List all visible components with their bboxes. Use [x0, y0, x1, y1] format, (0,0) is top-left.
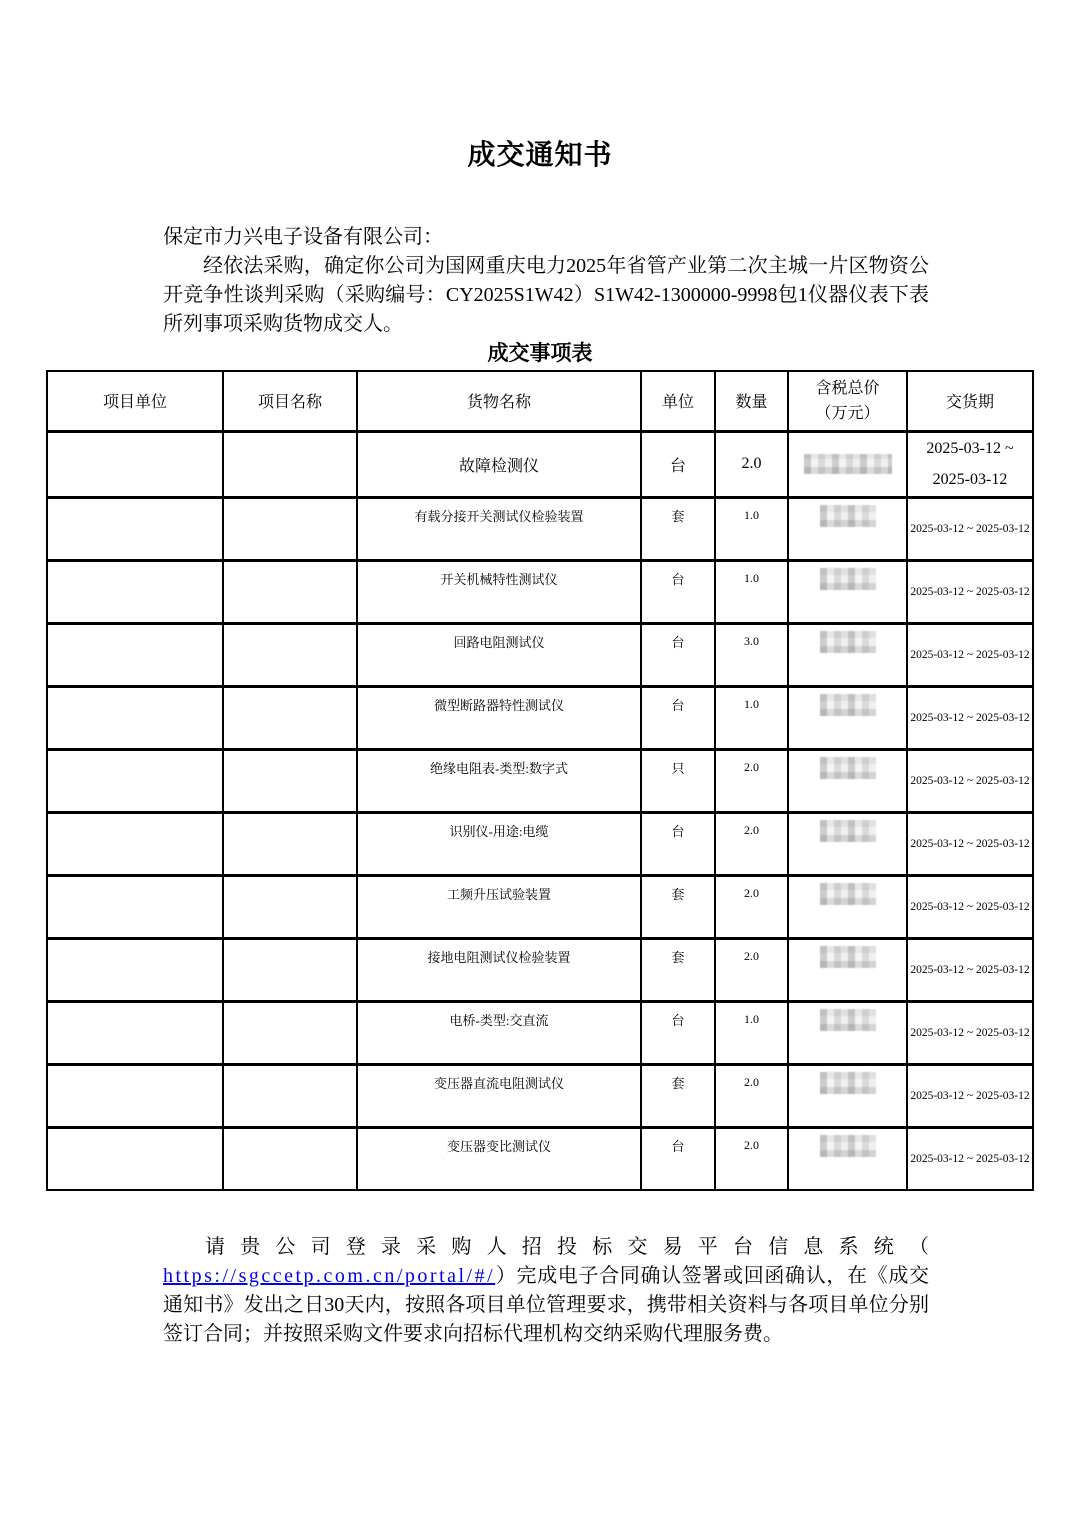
unit-cell: 套	[641, 497, 715, 560]
project-unit-cell	[47, 431, 223, 497]
unit-cell: 套	[641, 875, 715, 938]
quantity-cell: 1.0	[715, 686, 788, 749]
project-name-cell	[223, 686, 357, 749]
footer-rest	[163, 1262, 929, 1349]
project-unit-cell	[47, 938, 223, 1001]
price-cell	[788, 1127, 907, 1190]
quantity-cell: 1.0	[715, 560, 788, 623]
table-row	[47, 431, 1033, 497]
delivery-period-cell: 2025-03-12 ~ 2025-03-12	[907, 431, 1033, 497]
price-cell	[788, 431, 907, 497]
price-cell	[788, 1001, 907, 1064]
project-name-cell	[223, 938, 357, 1001]
delivery-period-cell: 2025-03-12 ~ 2025-03-12	[907, 686, 1033, 749]
project-name-cell	[223, 1127, 357, 1190]
project-name-cell	[223, 812, 357, 875]
quantity-cell: 2.0	[715, 875, 788, 938]
goods-name-cell: 绝缘电阻表-类型:数字式	[357, 749, 641, 812]
recipient-line: 保定市力兴电子设备有限公司：	[163, 226, 443, 248]
price-cell	[788, 497, 907, 560]
goods-name-cell: 开关机械特性测试仪	[357, 560, 641, 623]
quantity-cell: 3.0	[715, 623, 788, 686]
footer-after-link: ）完成电子合同确认签署或回函确认，在《成交通知书》发出之日30天内，按照各项目单位管理要求，携带相关资料与各项目单位分别签订合同；并按照采购文件要求向招标代理机构交纳采购代理服务费。	[163, 1265, 929, 1345]
portal-link[interactable]: https://sgccetp.com.cn/portal/#/	[163, 1265, 496, 1287]
unit-cell: 只	[641, 749, 715, 812]
price-header-text: 含税总价	[815, 379, 880, 397]
table-title: 成交事项表	[487, 341, 593, 365]
quantity-cell: 1.0	[715, 1001, 788, 1064]
goods-name-cell: 故障检测仪	[357, 431, 641, 497]
unit-cell: 套	[641, 938, 715, 1001]
table-row	[47, 749, 1033, 812]
col-header-total-price	[788, 371, 907, 431]
goods-name-cell: 工频升压试验装置	[357, 875, 641, 938]
delivery-period-cell: 2025-03-12 ~ 2025-03-12	[907, 749, 1033, 812]
footer-line1: 请贵公司登录采购人招投标交易平台信息系统（	[205, 1236, 929, 1258]
project-unit-cell	[47, 560, 223, 623]
redacted-price-block	[820, 820, 876, 842]
project-unit-cell	[47, 749, 223, 812]
table-row	[47, 1001, 1033, 1064]
delivery-period-cell: 2025-03-12 ~ 2025-03-12	[907, 623, 1033, 686]
table-row	[47, 497, 1033, 560]
quantity-cell: 2.0	[715, 938, 788, 1001]
price-cell	[788, 1064, 907, 1127]
intro-paragraph: 经依法采购，确定你公司为国网重庆电力2025年省管产业第二次主城一片区物资公开竞争性谈判采购（采购编号：CY2025S1W42）S1W42-1300000-9998包1仪器仪表下表所列事项采购货物成交人。	[163, 255, 929, 335]
project-unit-cell	[47, 812, 223, 875]
unit-cell: 台	[641, 686, 715, 749]
delivery-period-cell: 2025-03-12 ~ 2025-03-12	[907, 875, 1033, 938]
col-header-goods-name: 货物名称	[357, 371, 641, 431]
redacted-price-block	[820, 883, 876, 905]
project-name-cell	[223, 749, 357, 812]
delivery-period-cell: 2025-03-12 ~ 2025-03-12	[907, 938, 1033, 1001]
redacted-price-block	[820, 568, 876, 590]
goods-name-cell: 识别仪-用途:电缆	[357, 812, 641, 875]
delivery-period-cell: 2025-03-12 ~ 2025-03-12	[907, 1001, 1033, 1064]
table-row	[47, 875, 1033, 938]
delivery-period-cell: 2025-03-12 ~ 2025-03-12	[907, 1127, 1033, 1190]
goods-name-cell: 变压器变比测试仪	[357, 1127, 641, 1190]
redacted-price-block	[820, 1135, 876, 1157]
project-unit-cell	[47, 875, 223, 938]
redacted-price-block	[820, 946, 876, 968]
unit-cell: 台	[641, 812, 715, 875]
quantity-cell: 1.0	[715, 497, 788, 560]
quantity-cell: 2.0	[715, 431, 788, 497]
page-title: 成交通知书	[467, 140, 613, 171]
project-unit-cell	[47, 686, 223, 749]
table-body	[47, 431, 1033, 1190]
unit-cell: 台	[641, 1127, 715, 1190]
table-row	[47, 623, 1033, 686]
goods-name-cell: 回路电阻测试仪	[357, 623, 641, 686]
deal-items-table	[46, 370, 1034, 1191]
unit-cell: 台	[641, 1001, 715, 1064]
delivery-period-cell: 2025-03-12 ~ 2025-03-12	[907, 812, 1033, 875]
project-unit-cell	[47, 1001, 223, 1064]
delivery-period-cell: 2025-03-12 ~ 2025-03-12	[907, 1064, 1033, 1127]
unit-cell: 台	[641, 623, 715, 686]
quantity-cell: 2.0	[715, 1064, 788, 1127]
goods-name-cell: 变压器直流电阻测试仪	[357, 1064, 641, 1127]
price-cell	[788, 875, 907, 938]
redacted-price-block	[820, 1072, 876, 1094]
project-name-cell	[223, 431, 357, 497]
price-header-unit: （万元）	[815, 404, 880, 422]
project-name-cell	[223, 1001, 357, 1064]
price-cell	[788, 749, 907, 812]
col-header-delivery-period: 交货期	[907, 371, 1033, 431]
col-header-project-name: 项目名称	[223, 371, 357, 431]
redacted-price-block	[820, 757, 876, 779]
unit-cell: 台	[641, 560, 715, 623]
price-cell	[788, 560, 907, 623]
redacted-price-block	[804, 454, 892, 474]
price-cell	[788, 686, 907, 749]
col-header-quantity: 数量	[715, 371, 788, 431]
delivery-period-cell: 2025-03-12 ~ 2025-03-12	[907, 560, 1033, 623]
table-row	[47, 1064, 1033, 1127]
quantity-cell: 2.0	[715, 1127, 788, 1190]
col-header-unit: 单位	[641, 371, 715, 431]
quantity-cell: 2.0	[715, 749, 788, 812]
redacted-price-block	[820, 1009, 876, 1031]
project-name-cell	[223, 875, 357, 938]
table-header-row	[47, 371, 1033, 431]
goods-name-cell: 微型断路器特性测试仪	[357, 686, 641, 749]
goods-name-cell: 有载分接开关测试仪检验装置	[357, 497, 641, 560]
table-row	[47, 812, 1033, 875]
project-unit-cell	[47, 1127, 223, 1190]
goods-name-cell: 接地电阻测试仪检验装置	[357, 938, 641, 1001]
price-cell	[788, 812, 907, 875]
project-name-cell	[223, 623, 357, 686]
redacted-price-block	[820, 694, 876, 716]
table-row	[47, 686, 1033, 749]
quantity-cell: 2.0	[715, 812, 788, 875]
redacted-price-block	[820, 505, 876, 527]
table-row	[47, 1127, 1033, 1190]
unit-cell: 台	[641, 431, 715, 497]
delivery-period-cell: 2025-03-12 ~ 2025-03-12	[907, 497, 1033, 560]
price-cell	[788, 938, 907, 1001]
table-row	[47, 938, 1033, 1001]
project-name-cell	[223, 497, 357, 560]
footer-paragraph	[163, 1233, 929, 1349]
col-header-project-unit: 项目单位	[47, 371, 223, 431]
project-unit-cell	[47, 1064, 223, 1127]
project-name-cell	[223, 560, 357, 623]
project-unit-cell	[47, 623, 223, 686]
redacted-price-block	[820, 631, 876, 653]
price-cell	[788, 623, 907, 686]
table-row	[47, 560, 1033, 623]
project-unit-cell	[47, 497, 223, 560]
goods-name-cell: 电桥-类型:交直流	[357, 1001, 641, 1064]
unit-cell: 套	[641, 1064, 715, 1127]
project-name-cell	[223, 1064, 357, 1127]
